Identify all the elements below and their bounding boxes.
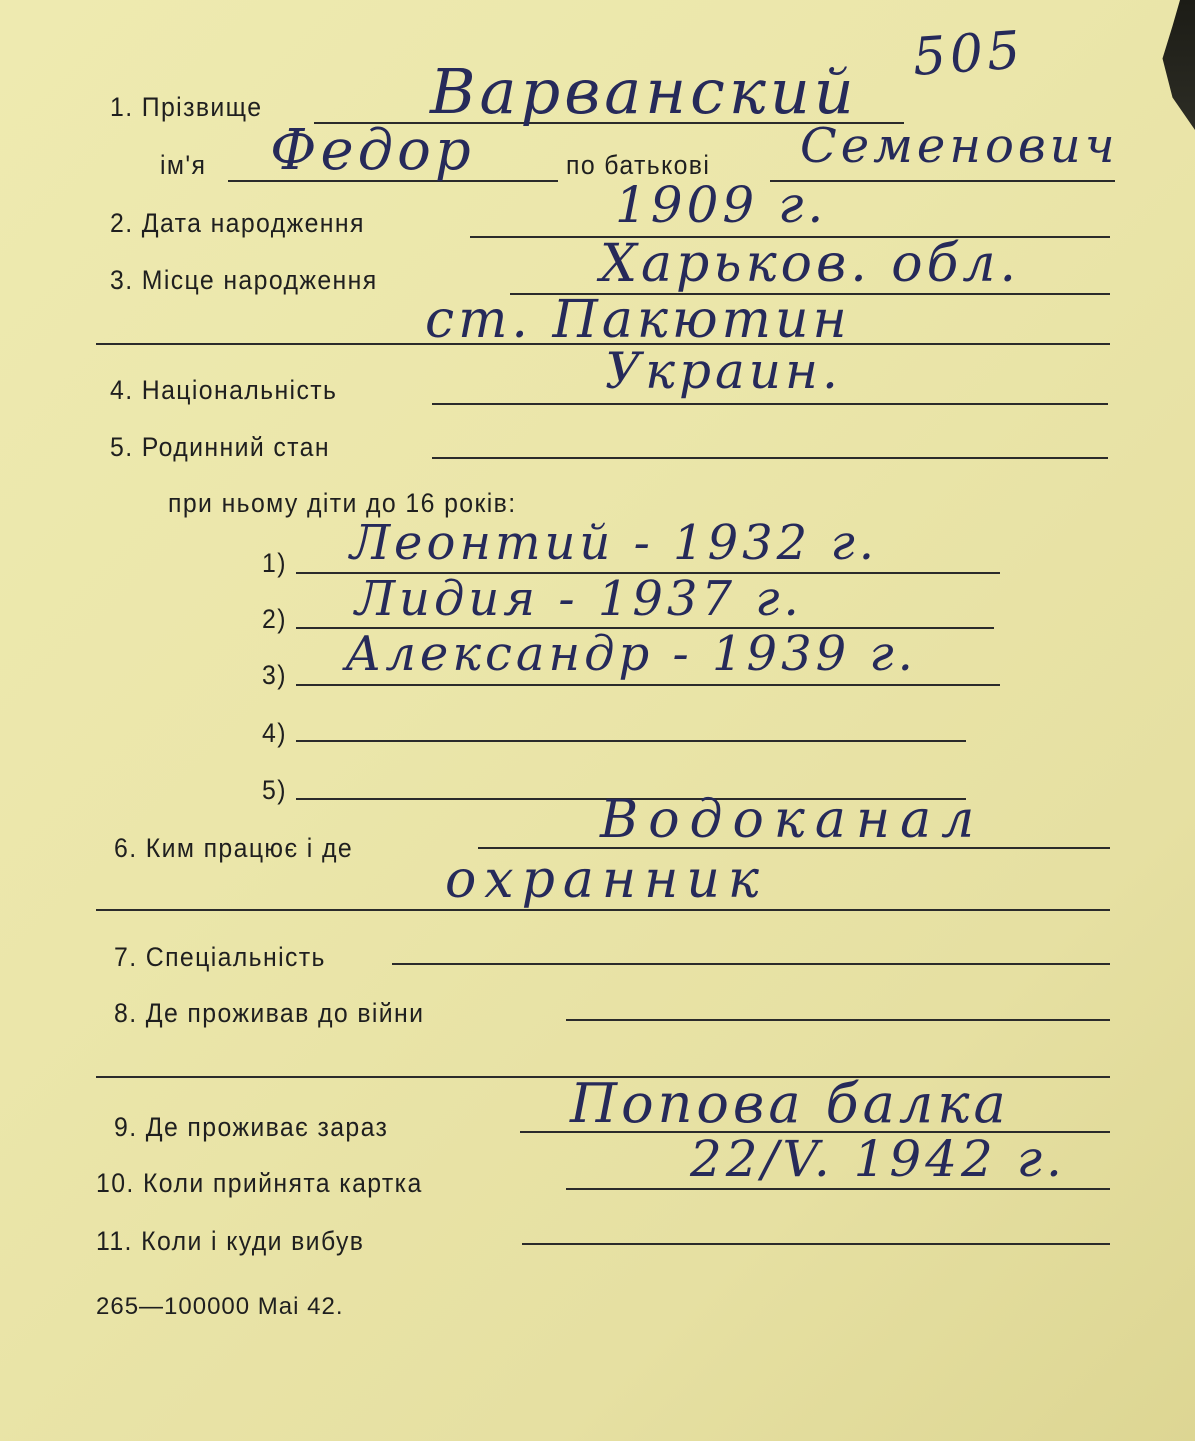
child-3-number: 3) — [262, 660, 287, 690]
departed-line — [522, 1243, 1110, 1245]
specialty-line — [392, 963, 1110, 965]
child-4-number: 4) — [262, 718, 287, 748]
nationality-line — [432, 403, 1108, 405]
surname-value[interactable]: Варванский — [430, 55, 858, 128]
current-residence-value[interactable]: Попова балка — [570, 1072, 1010, 1135]
child-3-value[interactable]: Александр - 1939 г. — [345, 626, 917, 682]
torn-corner — [1145, 0, 1195, 130]
specialty-label: 7. Спеціальність — [114, 942, 326, 972]
birth-place-label: 3. Місце народження — [110, 265, 378, 295]
child-1-number: 1) — [262, 548, 287, 578]
card-accepted-value[interactable]: 22/V. 1942 г. — [690, 1130, 1066, 1188]
child-3-line — [296, 684, 1000, 686]
work-label: 6. Ким працює і де — [114, 833, 354, 863]
child-2-number: 2) — [262, 604, 287, 634]
nationality-label: 4. Національність — [110, 375, 338, 405]
patronymic-value[interactable]: Семенович — [800, 118, 1119, 174]
card-accepted-line — [566, 1188, 1110, 1190]
birth-date-label: 2. Дата народження — [110, 208, 365, 238]
print-code: 265—100000 Mai 42. — [96, 1293, 344, 1320]
card-accepted-label: 10. Коли прийнята картка — [96, 1168, 423, 1198]
marital-status-line — [432, 457, 1108, 459]
first-name-value[interactable]: Федор — [270, 118, 475, 183]
marital-status-label: 5. Родинний стан — [110, 432, 330, 462]
birth-place-value-2[interactable]: ст. Пакютин — [425, 290, 851, 350]
current-residence-label: 9. Де проживає зараз — [114, 1112, 389, 1142]
work-value-1[interactable]: Водоканал — [600, 790, 985, 850]
birth-place-value-1[interactable]: Харьков. обл. — [600, 234, 1020, 294]
child-2-value[interactable]: Лидия - 1937 г. — [355, 571, 803, 627]
patronymic-label: по батькові — [566, 150, 711, 180]
child-5-number: 5) — [262, 775, 287, 805]
prewar-residence-label: 8. Де проживав до війни — [114, 998, 425, 1028]
first-name-label: ім'я — [160, 150, 207, 180]
children-intro: при ньому діти до 16 років: — [168, 488, 517, 518]
card-number: 505 — [910, 20, 1026, 88]
child-4-line — [296, 740, 966, 742]
prewar-residence-line-1 — [566, 1019, 1110, 1021]
work-value-2[interactable]: охранник — [445, 850, 767, 910]
birth-date-value[interactable]: 1909 г. — [615, 176, 828, 234]
surname-label: 1. Прізвище — [110, 92, 263, 122]
child-1-value[interactable]: Леонтий - 1932 г. — [350, 515, 878, 571]
departed-label: 11. Коли і куди вибув — [96, 1226, 365, 1256]
nationality-value[interactable]: Украин. — [605, 342, 842, 400]
